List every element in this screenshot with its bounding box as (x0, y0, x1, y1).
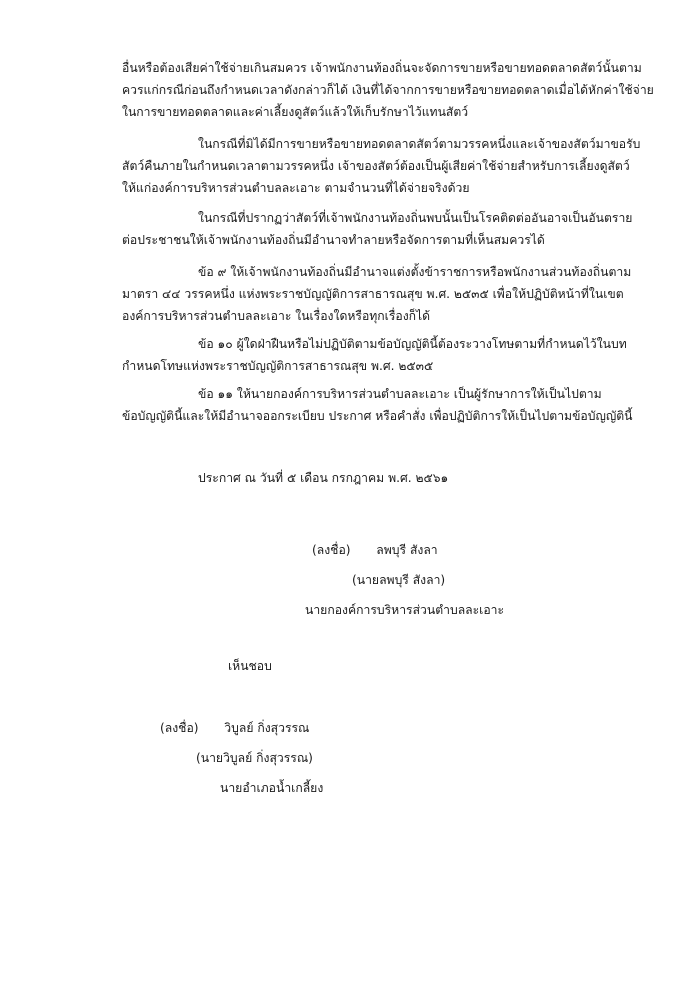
announcement-date (198, 468, 448, 488)
signatory-signature-line (312, 540, 438, 560)
clause-10-line: ข้อ ๑๐ ผู้ใดฝ่าฝืนหรือไม่ปฏิบัติตามข้อบัญญัตินี้ต้องระวางโทษตามที่กำหนดไว้ในบท (198, 337, 627, 351)
signatory-title: นายกองค์การบริหารส่วนตำบลละเอาะ (305, 603, 505, 617)
clause-11-line: ข้อบัญญัตินี้และให้มีอำนาจออกระเบียบ ประกาศ หรือคำสั่ง เพื่อปฏิบัติการให้เป็นไปตามข้อบัญญัตินี้ (122, 409, 633, 423)
clause-9-line: มาตรา ๔๔ วรรคหนึ่ง แห่งพระราชบัญญัติการสาธารณสุข พ.ศ. ๒๕๓๕ เพื่อให้ปฏิบัติหน้าที่ในเขต (122, 287, 624, 301)
clause-9-line: องค์การบริหารส่วนตำบลละเอาะ ในเรื่องใดหรือทุกเรื่องก็ได้ (122, 309, 431, 323)
paragraph-line: สัตว์คืนภายในกำหนดเวลาตามวรรคหนึ่ง เจ้าของสัตว์ต้องเป็นผู้เสียค่าใช้จ่ายสำหรับการเลี้ยงดูสัตว์ (122, 159, 630, 173)
paragraph-line: ในการขายทอดตลาดและค่าเลี้ยงดูสัตว์แล้วให้เก็บรักษาไว้แทนสัตว์ (122, 105, 469, 119)
announcement-at: ณ (244, 471, 256, 485)
announcement-day: ๕ (286, 471, 297, 485)
signatory-printed-name: (นายลพบุรี สังลา) (352, 573, 446, 587)
announcement-month-label: เดือน (300, 471, 328, 485)
clause-11-line: ข้อ ๑๑ ให้นายกองค์การบริหารส่วนตำบลละเอาะ เป็นผู้รักษาการให้เป็นไปตาม (198, 387, 602, 401)
approver-sign-label: (ลงชื่อ) (160, 721, 199, 735)
clause-10-line: กำหนดโทษแห่งพระราชบัญญัติการสาธารณสุข พ.ศ. ๒๕๓๕ (122, 359, 434, 373)
announcement-prefix: ประกาศ (198, 471, 241, 485)
approver-title: นายอำเภอน้ำเกลี้ยง (220, 781, 324, 795)
paragraph-line: ควรแก่กรณีก่อนถึงกำหนดเวลาดังกล่าวก็ได้ เงินที่ได้จากการขายหรือขายทอดตลาดเมื่อได้หักค่าใช้จ่าย (122, 83, 654, 97)
approver-printed-name: (นายวิบูลย์ กิ่งสุวรรณ) (196, 751, 313, 765)
approver-signature-name: วิบูลย์ กิ่งสุวรรณ (224, 721, 310, 735)
paragraph-line: ให้แก่องค์การบริหารส่วนตำบลละเอาะ ตามจำนวนที่ได้จ่ายจริงด้วย (122, 181, 470, 195)
paragraph-line: ในกรณีที่มิได้มีการขายหรือขายทอดตลาดสัตว์ตามวรรคหนึ่งและเจ้าของสัตว์มาขอรับ (198, 137, 641, 151)
signatory-signature-name: ลพบุรี สังลา (376, 543, 438, 557)
paragraph-line: ในกรณีที่ปรากฏว่าสัตว์ที่เจ้าพนักงานท้องถิ่นพบนั้นเป็นโรคติดต่ออันอาจเป็นอันตราย (198, 211, 633, 225)
announcement-month: กรกฎาคม (331, 471, 385, 485)
paragraph-line: ต่อประชาชนให้เจ้าพนักงานท้องถิ่นมีอำนาจทำลายหรือจัดการตามที่เห็นสมควรได้ (122, 233, 545, 247)
clause-9-line: ข้อ ๙ ให้เจ้าพนักงานท้องถิ่นมีอำนาจแต่งตั้งข้าราชการหรือพนักงานส่วนท้องถิ่นตาม (198, 265, 632, 279)
paragraph-line: อื่นหรือต้องเสียค่าใช้จ่ายเกินสมควร เจ้าพนักงานท้องถิ่นจะจัดการขายหรือขายทอดตลาดสัตว์นั้นตาม (122, 61, 642, 75)
signatory-sign-label: (ลงชื่อ) (312, 543, 351, 557)
approver-signature-line (160, 718, 309, 738)
announcement-year: พ.ศ. ๒๕๖๑ (388, 471, 449, 485)
approval-label: เห็นชอบ (228, 659, 272, 673)
announcement-day-label: วันที่ (259, 471, 284, 485)
